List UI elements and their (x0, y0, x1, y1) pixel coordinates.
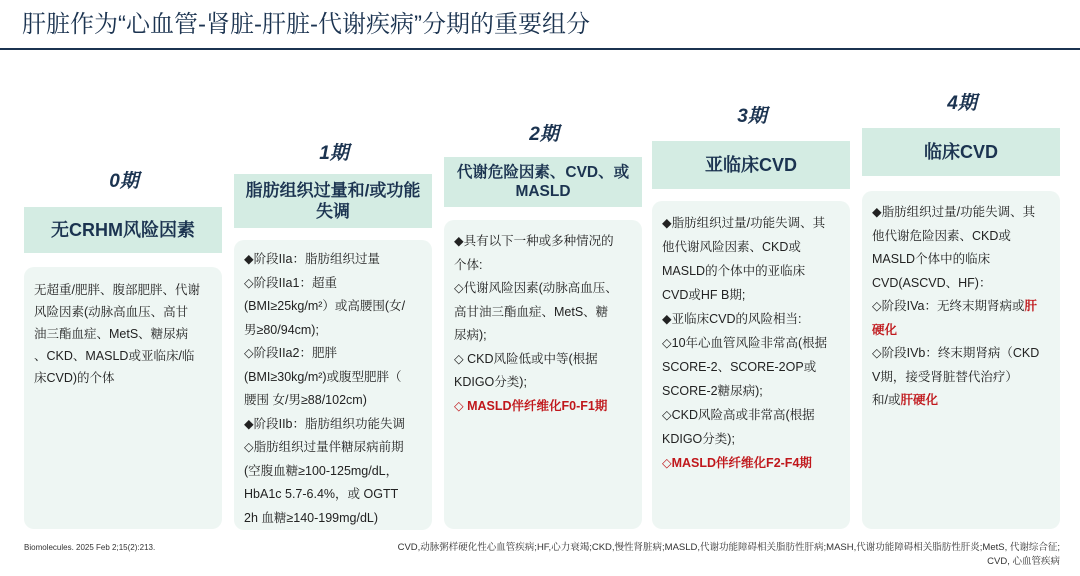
stage-0-line: 油三酯血症、MetS、糖尿病 (34, 327, 189, 341)
stage-1-line: ◇阶段IIa1：超重 (244, 275, 337, 290)
abbreviations-line: CVD, 心血管疾病 (987, 556, 1060, 567)
stage-1-line: HbA1c 5.7-6.4%，或 OGTT (244, 487, 399, 501)
page-title: 肝脏作为“心血管-肾脏-肝脏-代谢疾病”分期的重要组分 (22, 11, 590, 38)
stage-4-ivb-red: 肝硬化 (900, 393, 938, 407)
stage-2-label: 2期 (529, 124, 559, 145)
stage-1-line: (空腹血糖≥100-125mg/dL， (244, 463, 399, 478)
stage-1-line: ◆阶段IIa：脂肪组织过量 (244, 252, 381, 266)
stage-1-line: 腰围 女/男≥88/102cm) (244, 393, 367, 407)
stage-2-line: 尿病); (454, 328, 487, 342)
stage-0-line: 床CVD)的个体 (34, 371, 115, 385)
stage-4-line: MASLD个体中的临床 (872, 252, 991, 266)
stage-4-iva-red-cont: 硬化 (872, 322, 898, 337)
stage-3-label: 3期 (737, 106, 767, 127)
stage-2-fibrosis-line: ◇ MASLD伴纤维化F0-F1期 (454, 398, 608, 413)
stage-4-card (862, 191, 1060, 529)
stage-2-line: ◇代谢风险因素(动脉高血压、 (454, 281, 618, 295)
stage-2-line: 高甘油三酯血症、MetS、糖 (454, 304, 609, 319)
stage-3-line: ◇CKD风险高或非常高(根据 (662, 408, 815, 422)
stage-4-line: 他代谢危险因素、CKD或 (872, 228, 1011, 243)
abbreviations (300, 541, 1060, 569)
stage-3-line: KDIGO分类); (662, 432, 735, 446)
stage-2-header: 代谢危险因素、CVD、或MASLD (444, 157, 642, 207)
stage-4-ivb-text: 和/或 (872, 393, 901, 407)
title-divider (0, 48, 1080, 50)
stage-3-line: CVD或HF B期; (662, 288, 746, 302)
citation: Biomolecules. 2025 Feb 2;15(2):213. (24, 543, 156, 552)
stage-2-line: KDIGO分类); (454, 375, 527, 389)
stage-3-line: 他代谢风险因素、CKD或 (662, 240, 801, 254)
stage-3-line: MASLD的个体中的亚临床 (662, 264, 806, 278)
stage-4-ivb-line: ◇阶段IVb：终末期肾病（CKD (872, 346, 1040, 360)
stage-3-card (652, 201, 850, 529)
stage-4-iva-red: 肝 (1024, 299, 1037, 313)
stage-0-card (24, 267, 222, 529)
stage-3-line: ◆脂肪组织过量/功能失调、其 (662, 216, 826, 230)
stage-3-line: ◇10年心血管风险非常高(根据 (662, 336, 828, 350)
stage-2-line: ◇ CKD风险低或中等(根据 (454, 351, 598, 366)
stage-2-line: ◆具有以下一种或多种情况的 (454, 234, 614, 248)
stage-2-card (444, 220, 642, 529)
stage-4-line: ◆脂肪组织过量/功能失调、其 (872, 205, 1036, 219)
stage-0-header: 无CRHM风险因素 (24, 207, 222, 253)
stage-0-label: 0期 (109, 171, 139, 192)
stage-4-iva-text: ◇阶段IVa：无终末期肾病或 (872, 299, 1025, 313)
stage-1-header: 脂肪组织过量和/或功能失调 (234, 174, 432, 228)
stage-3-line: SCORE-2、SCORE-2OP或 (662, 360, 817, 374)
stage-2-line: 个体: (454, 257, 483, 272)
stage-1-line: 男≥80/94cm); (244, 322, 319, 337)
stage-3-fibrosis-line: ◇MASLD伴纤维化F2-F4期 (662, 456, 812, 470)
stage-3-header: 亚临床CVD (652, 141, 850, 189)
stage-4-header: 临床CVD (862, 128, 1060, 176)
stage-4-line: CVD(ASCVD、HF)： (872, 275, 992, 290)
stage-1-line: ◆阶段IIb：脂肪组织功能失调 (244, 416, 406, 431)
stage-4-label: 4期 (947, 93, 977, 114)
stage-1-label: 1期 (319, 143, 349, 164)
stage-1-line: 2h 血糖≥140-199mg/dL) (244, 510, 379, 525)
stage-1-card (234, 240, 432, 530)
stage-0-line: 无超重/肥胖、腹部肥胖、代谢 (34, 283, 200, 297)
stage-0-line: 风险因素(动脉高血压、高甘 (34, 305, 189, 319)
stage-1-line: ◇阶段IIa2：肥胖 (244, 346, 337, 360)
stage-3-line: ◆亚临床CVD的风险相当: (662, 312, 802, 326)
stage-1-line: (BMI≥25kg/m²）或高腰围(女/ (244, 299, 406, 313)
stage-4-ivb-line: V期，接受肾脏替代治疗） (872, 369, 1018, 384)
stage-1-line: ◇脂肪组织过量伴糖尿病前期 (244, 440, 404, 454)
stage-4-iva-line (872, 295, 1050, 319)
stage-1-line: (BMI≥30kg/m²)或腹型肥胖（ (244, 369, 402, 384)
stage-0-line: 、CKD、MASLD或亚临床/临 (34, 349, 195, 363)
stage-4-ivb-end-line (872, 389, 1050, 413)
abbreviations-line: CVD,动脉粥样硬化性心血管疾病;HF,心力衰竭;CKD,慢性肾脏病;MASLD,代谢功能障碍相关脂肪性肝病;MASH,代谢功能障碍相关脂肪性肝炎;MetS, 代谢综合征; (397, 542, 1060, 553)
stage-3-line: SCORE-2糖尿病); (662, 384, 763, 398)
